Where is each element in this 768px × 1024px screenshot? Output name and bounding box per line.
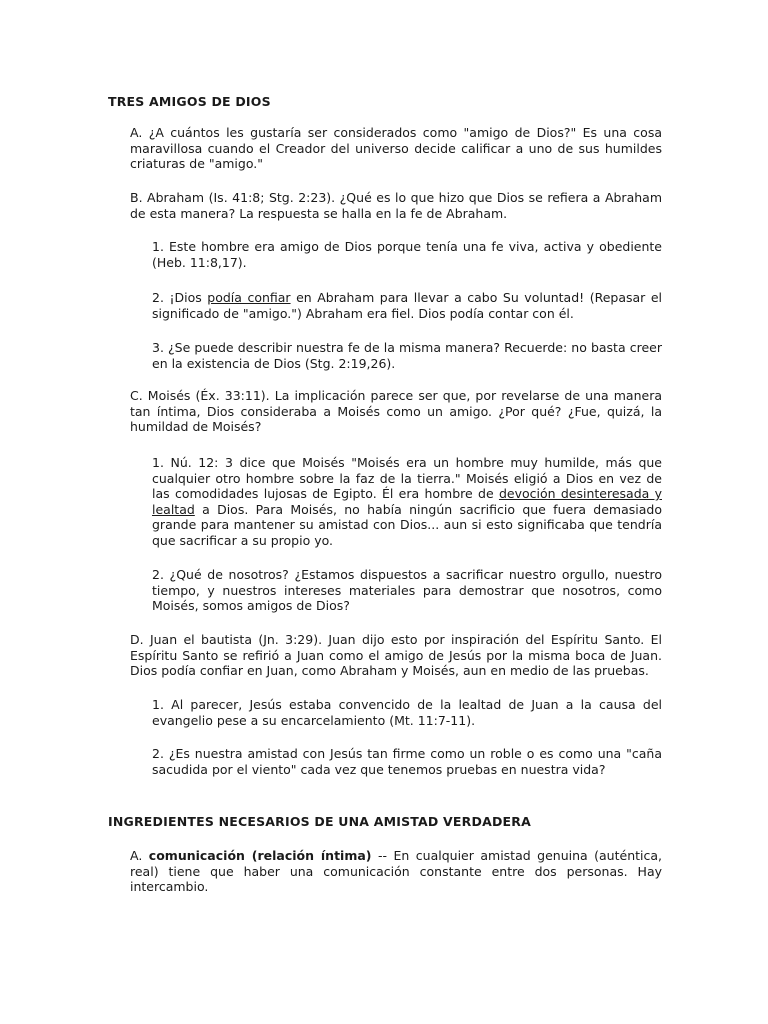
paragraph-c1 [152, 455, 662, 549]
bold-term: comunicación (relación íntima) [148, 848, 372, 863]
text-segment: a Dios. Para Moisés, no había ningún sacrificio que fuera demasiado grande para mantener su amistad con Dios... aun si esto significaba que tendría que sacrificar a su propio yo. [152, 501, 662, 548]
text-segment: 1. Nú. 12: 3 dice que Moisés "Moisés era un hombre muy humilde, más que cualquier otro hombre sobre la faz de la tierra." Moisés eligió a Dios en vez de las comodidades lujosas de Egipto. Él era hombre de [152, 455, 662, 502]
paragraph-b2 [152, 290, 662, 321]
section-title-tres-amigos: TRES AMIGOS DE DIOS [108, 94, 271, 109]
paragraph-d2: 2. ¿Es nuestra amistad con Jesús tan firme como un roble o es como una "caña sacudida por el viento" cada vez que tenemos pruebas en nuestra vida? [152, 746, 662, 777]
paragraph-b1: 1. Este hombre era amigo de Dios porque tenía una fe viva, activa y obediente (Heb. 11:8,17). [152, 239, 662, 270]
text-segment: A. [130, 848, 149, 863]
underlined-phrase: devoción desinteresada y lealtad [152, 486, 662, 517]
section-title-ingredientes: INGREDIENTES NECESARIOS DE UNA AMISTAD VERDADERA [108, 814, 531, 829]
paragraph-b-abraham: B. Abraham (Is. 41:8; Stg. 2:23). ¿Qué es lo que hizo que Dios se refiera a Abraham de esta manera? La respuesta se halla en la fe de Abraham. [130, 190, 662, 221]
text-segment: en Abraham para llevar a cabo Su voluntad! (Repasar el significado de "amigo.") Abraham era fiel. Dios podía contar con él. [152, 290, 662, 321]
paragraph-a: A. ¿A cuántos les gustaría ser considerados como "amigo de Dios?" Es una cosa maravillosa cuando el Creador del universo decide calificar a uno de sus humildes criaturas de "amigo." [130, 125, 662, 172]
paragraph-c-moises: C. Moisés (Éx. 33:11). La implicación parece ser que, por revelarse de una manera tan íntima, Dios consideraba a Moisés como un amigo. ¿Por qué? ¿Fue, quizá, la humildad de Moisés? [130, 388, 662, 435]
paragraph-b3: 3. ¿Se puede describir nuestra fe de la misma manera? Recuerde: no basta creer en la existencia de Dios (Stg. 2:19,26). [152, 340, 662, 371]
paragraph-c2: 2. ¿Qué de nosotros? ¿Estamos dispuestos a sacrificar nuestro orgullo, nuestro tiempo, y nuestros intereses materiales para demostrar que nosotros, como Moisés, somos amigos de Dios? [152, 567, 662, 614]
text-segment: -- En cualquier amistad genuina (auténtica, real) tiene que haber una comunicación constante entre dos personas. Hay intercambio. [130, 848, 663, 895]
paragraph-d1: 1. Al parecer, Jesús estaba convencido de la lealtad de Juan a la causa del evangelio pese a su encarcelamiento (Mt. 11:7-11). [152, 697, 662, 728]
underlined-phrase: podía confiar [207, 290, 291, 305]
paragraph-ingredient-a [130, 848, 662, 895]
text-segment: 2. ¡Dios [152, 290, 208, 305]
paragraph-d-juan: D. Juan el bautista (Jn. 3:29). Juan dijo esto por inspiración del Espíritu Santo. El Espíritu Santo se refirió a Juan como el amigo de Jesús por la misma boca de Juan. Dios podía confiar en Juan, como Abraham y Moisés, aun en medio de las pruebas. [130, 632, 662, 679]
